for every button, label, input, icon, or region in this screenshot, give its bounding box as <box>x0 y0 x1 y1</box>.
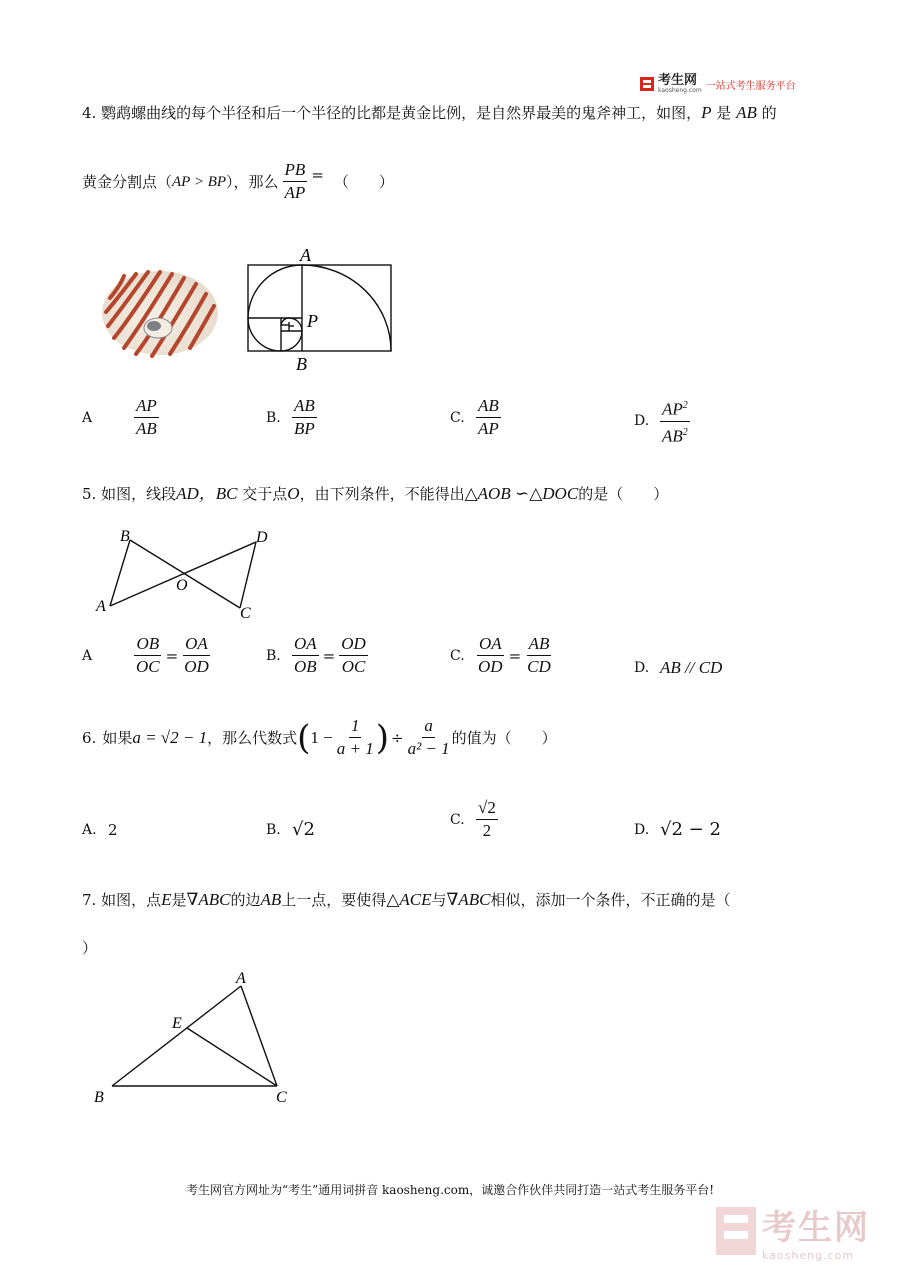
option-fraction <box>134 396 159 439</box>
q7-tri2: ∇ABC <box>446 890 491 909</box>
q6-option-b[interactable] <box>266 820 315 840</box>
q4-seg-ab: AB <box>736 103 757 122</box>
option-label: A <box>82 409 93 426</box>
header-logo[interactable] <box>640 74 796 94</box>
frac-den: AB <box>662 426 683 446</box>
label-a: A <box>236 970 246 987</box>
frac-den: AP <box>478 419 499 438</box>
q7-tri: ∇ABC <box>186 890 231 909</box>
label-c: C <box>240 605 251 622</box>
q5-o: O <box>287 484 300 503</box>
q5-post2: 的是（ ） <box>578 485 669 503</box>
q7-pre: 如图，点 <box>101 891 162 909</box>
q7-number: 7. <box>82 891 97 909</box>
q5-pre: 如图，线段 <box>101 485 177 503</box>
frac-den: OD <box>478 657 503 676</box>
right-fraction <box>339 634 368 677</box>
frac-den: CD <box>527 657 551 676</box>
equals-sign: = <box>508 646 522 665</box>
frac-num: AB <box>292 396 317 418</box>
option-fraction <box>476 798 498 841</box>
q5-segs: AD，BC <box>176 484 238 503</box>
q6-div: ÷ <box>390 728 404 747</box>
option-label: B. <box>266 647 281 664</box>
option-label: A. <box>82 822 97 838</box>
frac-den: AB <box>136 419 157 438</box>
option-label: C. <box>450 647 465 664</box>
option-label: A <box>82 647 93 664</box>
frac-den: a + 1 <box>336 739 374 758</box>
q6-mid: ，那么代数式 <box>207 728 298 747</box>
frac-den: OC <box>136 657 160 676</box>
q5-option-c[interactable] <box>450 634 553 677</box>
q5-option-d[interactable] <box>634 658 722 678</box>
logo-icon <box>640 77 654 91</box>
frac-den: 2 <box>482 821 492 840</box>
frac-num: √2 <box>476 798 498 820</box>
q4-blank: （ ） <box>333 172 394 191</box>
header-slogan: 一站式考生服务平台 <box>705 80 796 92</box>
outer-rectangle <box>248 265 391 351</box>
q4-equals: = <box>311 165 324 184</box>
option-label: B. <box>266 822 281 838</box>
q7-t4: 与 <box>431 891 447 909</box>
label-o: O <box>176 577 188 594</box>
q6-outer-fraction <box>406 716 452 759</box>
option-label: D. <box>634 413 650 430</box>
q5-line1 <box>82 484 668 504</box>
q6-cond: a = √2 − 1 <box>132 727 208 747</box>
q4-line1 <box>82 103 777 123</box>
frac-den: a² − 1 <box>407 739 450 758</box>
option-label: D. <box>634 660 650 676</box>
frac-den: OC <box>341 657 366 676</box>
frac-den: BP <box>294 419 315 438</box>
label-b: B <box>94 1089 104 1106</box>
option-fraction <box>660 396 690 446</box>
q7-ace: △ACE <box>386 890 432 909</box>
left-fraction <box>476 634 505 677</box>
label-d: D <box>256 529 268 546</box>
option-text: √2 − 2 <box>660 819 721 840</box>
q6-number: 6. <box>82 728 97 747</box>
q4-number: 4. <box>82 104 97 122</box>
watermark-logo-icon <box>716 1207 756 1255</box>
q4-option-a[interactable] <box>82 396 159 439</box>
frac-num: AB <box>527 634 552 656</box>
left-paren: ( <box>297 717 311 758</box>
q4-line2-mid: ），那么 <box>226 172 279 191</box>
q6-option-c[interactable] <box>450 798 498 841</box>
spiral-arc-1 <box>302 265 391 351</box>
q7-line2: ） <box>82 939 98 957</box>
label-b: B <box>120 528 130 545</box>
q5-option-b[interactable] <box>266 634 368 677</box>
q5-mid: 交于点 <box>242 485 288 503</box>
q5-number: 5. <box>82 485 97 503</box>
q4-line2-pre: 黄金分割点（ <box>82 172 173 191</box>
option-text: AB // CD <box>660 658 723 677</box>
frac-num: AP <box>134 396 159 418</box>
q4-option-c[interactable] <box>450 396 501 439</box>
option-label: D. <box>634 822 650 838</box>
q4-text: 鹦鹉螺曲线的每个半径和后一个半径的比都是黄金比例，是自然界最美的鬼斧神工，如图， <box>101 104 702 122</box>
q7-t5: 相似，添加一个条件，不正确的是（ <box>490 891 731 909</box>
q4-is: 是 <box>716 104 732 122</box>
option-label: C. <box>450 811 465 828</box>
q4-condition: AP > BP <box>172 173 227 190</box>
frac-num: OD <box>339 634 368 656</box>
q6-option-a[interactable] <box>82 820 118 840</box>
spiral-arc-2 <box>248 265 302 318</box>
q4-option-d[interactable] <box>634 396 690 446</box>
option-label: B. <box>266 409 281 426</box>
label-e: E <box>172 1015 182 1032</box>
right-fraction <box>525 634 553 677</box>
q4-line2 <box>82 160 394 203</box>
frac-num: OA <box>477 634 504 656</box>
q7-e: E <box>161 890 172 909</box>
spiral-arc-3 <box>248 318 281 351</box>
q4-option-b[interactable] <box>266 396 317 439</box>
q4-var-p: P <box>701 103 712 122</box>
option-fraction <box>476 396 501 439</box>
q6-post: 的值为（ ） <box>451 728 557 747</box>
logo-sub: kaosheng.com <box>658 87 702 94</box>
q4-frac-num: PB <box>283 160 308 182</box>
frac-num: AB <box>476 396 501 418</box>
q7-ab: AB <box>260 890 282 909</box>
q7-t2: 的边 <box>230 891 261 909</box>
left-fraction <box>292 634 319 677</box>
watermark <box>716 1200 870 1262</box>
frac-num: AP <box>662 399 683 419</box>
q7-line1 <box>82 890 731 910</box>
q4-frac-den: AP <box>284 183 306 202</box>
label-a: A <box>96 598 106 615</box>
golden-spiral-figure <box>240 246 400 374</box>
footer-text: 考生网官方网址为“考生”通用词拼音 kaosheng.com，诚邀合作伙伴共同打造一站式考生服务平台! <box>185 1183 715 1197</box>
q6-option-d[interactable] <box>634 820 721 840</box>
q5-option-a[interactable] <box>82 634 211 677</box>
q6-one-minus: 1 − <box>310 727 333 747</box>
frac-den: OD <box>184 657 209 676</box>
right-fraction <box>182 634 211 677</box>
option-fraction <box>292 396 317 439</box>
watermark-sub: kaosheng.com <box>762 1249 855 1262</box>
label-b: B <box>296 354 307 374</box>
label-p: P <box>307 311 318 331</box>
q5-sim: △AOB ∽△DOC <box>464 484 579 503</box>
bowtie-figure <box>92 526 282 622</box>
q4-fraction <box>283 160 308 203</box>
q6-inner-fraction <box>335 716 376 759</box>
frac-den: OB <box>294 657 317 676</box>
right-paren: ) <box>375 717 389 758</box>
q4-de: 的 <box>761 104 777 122</box>
triangle-figure <box>90 964 300 1110</box>
equals-sign: = <box>322 646 336 665</box>
q7-t1: 是 <box>171 891 187 909</box>
option-text: 2 <box>108 821 118 839</box>
q7-t3: 上一点，要使得 <box>281 891 387 909</box>
left-fraction <box>134 634 162 677</box>
q6-line1 <box>82 716 557 759</box>
frac-num: OB <box>134 634 161 656</box>
option-text: √2 <box>292 819 315 840</box>
frac-num: OA <box>183 634 210 656</box>
option-label: C. <box>450 409 465 426</box>
watermark-name: 考生网 <box>762 1208 870 1248</box>
logo-name: 考生网 <box>658 73 698 88</box>
frac-num-sup: 2 <box>682 400 688 411</box>
label-c: C <box>276 1089 287 1106</box>
equals-sign: = <box>165 646 179 665</box>
nautilus-shell-image <box>100 268 222 358</box>
frac-den-sup: 2 <box>682 426 688 438</box>
frac-num: 1 <box>349 716 362 738</box>
frac-num: OA <box>292 634 319 656</box>
spiral-arc-4 <box>281 331 302 351</box>
label-a: A <box>300 246 311 265</box>
q5-post1: ，由下列条件，不能得出 <box>299 485 465 503</box>
q6-pre: 如果 <box>102 728 133 747</box>
frac-num: a <box>422 716 435 738</box>
